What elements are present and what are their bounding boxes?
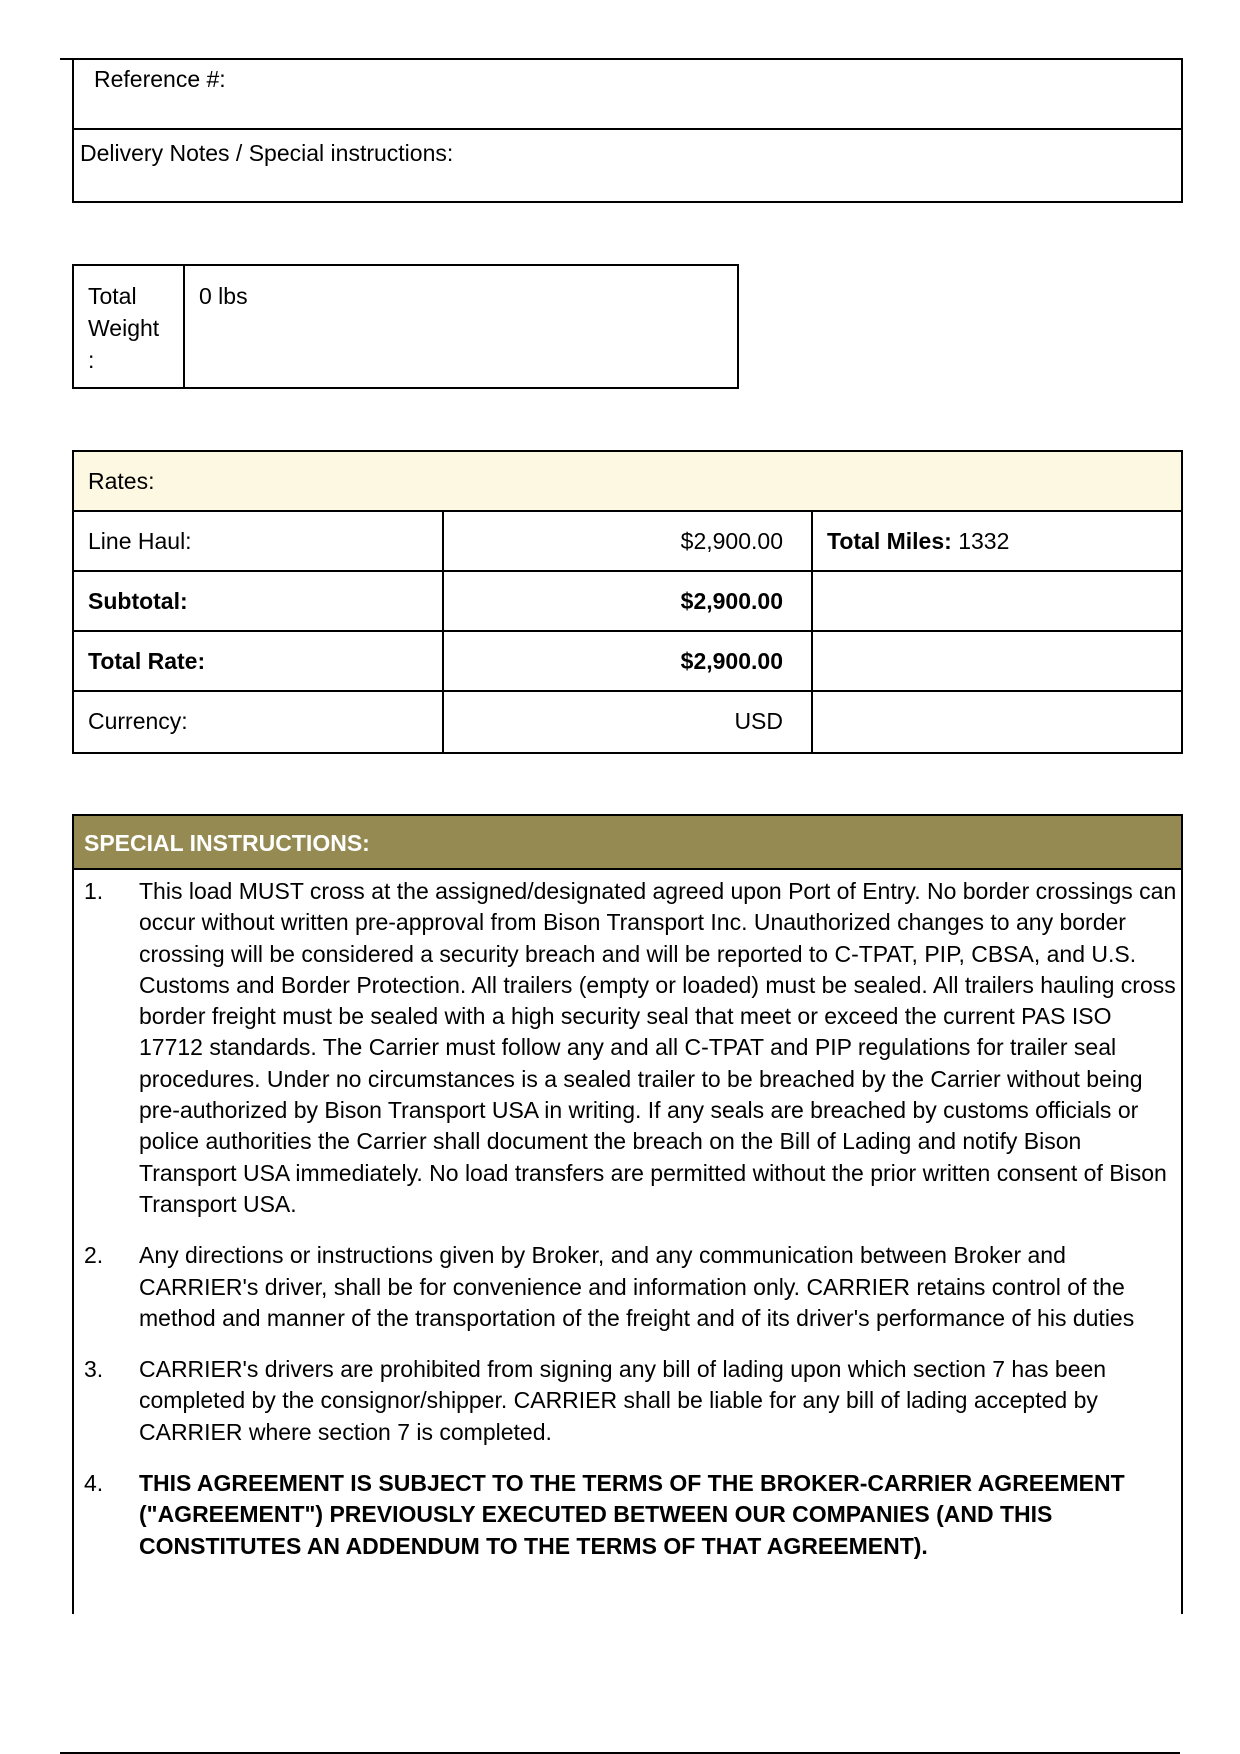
instruction-item [84, 1240, 1177, 1334]
rates-row-subtotal [74, 572, 1181, 632]
empty-cell [813, 572, 1181, 630]
special-instructions-header: SPECIAL INSTRUCTIONS: [74, 816, 1181, 870]
subtotal-value: $2,900.00 [444, 572, 813, 630]
rates-row-total-rate [74, 632, 1181, 692]
total-weight-value: 0 lbs [199, 283, 248, 309]
top-border-mark [60, 58, 72, 60]
instruction-text: CARRIER's drivers are prohibited from signing any bill of lading upon which section 7 has been completed by the consignor/shipper. CARRIER shall be liable for any bill of lading accepted by CARRIER where section 7 is completed. [139, 1356, 1107, 1445]
total-rate-label: Total Rate: [74, 632, 444, 690]
line-haul-value: $2,900.00 [444, 512, 813, 570]
rates-header: Rates: [74, 452, 1181, 512]
currency-value: USD [444, 692, 813, 752]
reference-label: Reference #: [94, 66, 226, 92]
total-miles-label: Total Miles: [827, 528, 952, 554]
instruction-number: 3. [84, 1356, 104, 1383]
instruction-number: 4. [84, 1470, 104, 1497]
rates-table [72, 450, 1183, 754]
rates-row-line-haul [74, 512, 1181, 572]
total-miles-value: 1332 [958, 528, 1010, 554]
subtotal-label: Subtotal: [74, 572, 444, 630]
instruction-item [84, 1354, 1177, 1448]
total-miles-cell [813, 512, 1181, 570]
reference-row [74, 60, 1181, 130]
delivery-notes-label: Delivery Notes / Special instructions: [80, 140, 454, 166]
instruction-text: THIS AGREEMENT IS SUBJECT TO THE TERMS OF THE BROKER-CARRIER AGREEMENT ("AGREEMENT") PREVIOUSLY EXECUTED BETWEEN OUR COMPANIES (AND THIS CONSTITUTES AN ADDENDUM TO THE TERMS OF THAT AGREEMENT). [139, 1470, 1125, 1559]
total-rate-value: $2,900.00 [444, 632, 813, 690]
special-instructions-section [72, 814, 1183, 1614]
empty-cell [813, 632, 1181, 690]
instruction-text: This load MUST cross at the assigned/designated agreed upon Port of Entry. No border crossings can occur without written pre-approval from Bison Transport Inc. Unauthorized changes to any border crossing will be considered a security breach and will be reported to C-TPAT, PIP, CBSA, and U.S. Customs and Border Protection. All trailers (empty or loaded) must be sealed. All trailers hauling cross border freight must be sealed with a high security seal that meet or exceed the current PAS ISO 17712 standards. The Carrier must follow any and all C-TPAT and PIP regulations for trailer seal procedures. Under no circumstances is a sealed trailer to be breached by the Carrier without being pre-authorized by Bison Transport USA in writing. If any seals are breached by customs officials or police authorities the Carrier shall document the breach on the Bill of Lading and notify Bison Transport USA immediately. No load transfers are permitted without the prior written consent of Bison Transport USA. [139, 878, 1177, 1217]
reference-box [72, 58, 1183, 203]
line-haul-label: Line Haul: [74, 512, 444, 570]
instruction-item [84, 876, 1177, 1220]
total-weight-box [72, 264, 739, 389]
total-weight-label: Total Weight : [74, 266, 185, 387]
instruction-text: Any directions or instructions given by Broker, and any communication between Broker and CARRIER's driver, shall be for convenience and information only. CARRIER retains control of the method and manner of the transportation of the freight and of its driver's performance of his duties [139, 1242, 1135, 1331]
instruction-number: 2. [84, 1242, 104, 1269]
instructions-list [74, 870, 1181, 1562]
instruction-number: 1. [84, 878, 104, 904]
currency-label: Currency: [74, 692, 444, 752]
empty-cell [813, 692, 1181, 752]
instruction-item [84, 1468, 1177, 1562]
rates-row-currency [74, 692, 1181, 752]
